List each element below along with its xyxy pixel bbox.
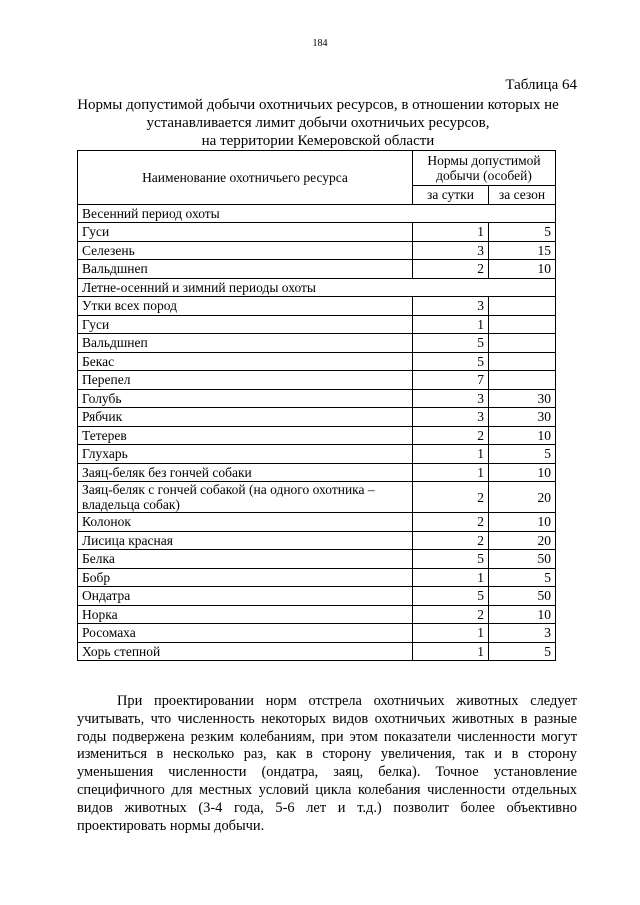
resource-name-cell: Гуси (78, 223, 413, 242)
per-day-cell: 1 (413, 463, 489, 482)
table-row (78, 315, 556, 334)
table-row (78, 463, 556, 482)
table-row (78, 389, 556, 408)
per-season-cell: 10 (489, 463, 556, 482)
resource-name-cell: Рябчик (78, 408, 413, 427)
resource-name-cell: Заяц-беляк с гончей собакой (на одного охотника – владельца собак) (78, 482, 413, 513)
resource-name-cell: Утки всех пород (78, 297, 413, 316)
per-season-cell: 5 (489, 445, 556, 464)
resource-name-cell: Глухарь (78, 445, 413, 464)
resource-name-cell: Белка (78, 550, 413, 569)
body-paragraph: При проектировании норм отстрела охотничьих животных следует учитывать, что численность некоторых видов охотничьих животных в разные годы подвержена резким колебаниям, при этом показатели численности могут измениться в несколько раз, как в сторону увеличения, так и в сторону уменьшения численности (ондатра, заяц, белка). Точное установление специфичного для местных условий цикла колебания численности отдельных видов животных (3-4 года, 5-6 лет и т.д.) позволит более объективно проектировать нормы добычи. (77, 693, 577, 834)
per-day-cell: 1 (413, 445, 489, 464)
resource-name-cell: Бобр (78, 568, 413, 587)
table-row (78, 260, 556, 279)
table-row (78, 371, 556, 390)
resource-name-cell: Вальдшнеп (78, 260, 413, 279)
table-row (78, 334, 556, 353)
resource-name-cell: Вальдшнеп (78, 334, 413, 353)
section-title: Весенний период охоты (78, 204, 556, 223)
header-resource-name: Наименование охотничьего ресурса (78, 151, 413, 205)
per-day-cell: 5 (413, 334, 489, 353)
per-day-cell: 1 (413, 624, 489, 643)
per-season-cell (489, 352, 556, 371)
table-row (78, 241, 556, 260)
per-season-cell: 5 (489, 223, 556, 242)
per-season-cell (489, 315, 556, 334)
per-day-cell: 5 (413, 352, 489, 371)
resource-name-cell: Лисица красная (78, 531, 413, 550)
title-line: на территории Кемеровской области (201, 133, 435, 149)
per-season-cell: 20 (489, 531, 556, 550)
table-title (60, 96, 576, 150)
resource-name-cell: Бекас (78, 352, 413, 371)
title-line: устанавливается лимит добычи охотничьих ресурсов, (146, 115, 490, 131)
per-season-cell: 5 (489, 568, 556, 587)
page-number: 184 (312, 38, 328, 49)
table-row (78, 568, 556, 587)
per-day-cell: 2 (413, 426, 489, 445)
per-day-cell: 3 (413, 408, 489, 427)
table-row (78, 297, 556, 316)
per-day-cell: 7 (413, 371, 489, 390)
per-season-cell (489, 297, 556, 316)
per-day-cell: 5 (413, 587, 489, 606)
table-row (78, 605, 556, 624)
per-season-cell: 10 (489, 426, 556, 445)
table-row (78, 426, 556, 445)
table-row (78, 513, 556, 532)
per-season-cell: 15 (489, 241, 556, 260)
per-day-cell: 2 (413, 482, 489, 513)
header-per-season: за сезон (489, 186, 556, 205)
per-season-cell: 10 (489, 605, 556, 624)
table-body (78, 204, 556, 661)
per-day-cell: 2 (413, 605, 489, 624)
section-row (78, 204, 556, 223)
per-season-cell: 10 (489, 513, 556, 532)
table-row (78, 352, 556, 371)
header-per-day: за сутки (413, 186, 489, 205)
section-title: Летне-осенний и зимний периоды охоты (78, 278, 556, 297)
table-row (78, 642, 556, 661)
per-day-cell: 5 (413, 550, 489, 569)
resource-name-cell: Тетерев (78, 426, 413, 445)
per-season-cell: 3 (489, 624, 556, 643)
per-day-cell: 2 (413, 513, 489, 532)
table-row (78, 408, 556, 427)
per-day-cell: 1 (413, 642, 489, 661)
header-norms: Нормы допустимой добычи (особей) (413, 151, 556, 186)
per-day-cell: 3 (413, 389, 489, 408)
per-day-cell: 1 (413, 568, 489, 587)
per-season-cell: 50 (489, 550, 556, 569)
per-season-cell: 20 (489, 482, 556, 513)
resource-name-cell: Хорь степной (78, 642, 413, 661)
per-day-cell: 3 (413, 241, 489, 260)
table-row (78, 531, 556, 550)
per-day-cell: 1 (413, 223, 489, 242)
per-season-cell (489, 371, 556, 390)
table-row (78, 587, 556, 606)
resource-name-cell: Голубь (78, 389, 413, 408)
table-label: Таблица 64 (505, 77, 577, 93)
table-row (78, 223, 556, 242)
table-row (78, 482, 556, 513)
per-season-cell (489, 334, 556, 353)
resource-name-cell: Норка (78, 605, 413, 624)
section-row (78, 278, 556, 297)
resource-name-cell: Росомаха (78, 624, 413, 643)
per-day-cell: 3 (413, 297, 489, 316)
resource-name-cell: Заяц-беляк без гончей собаки (78, 463, 413, 482)
per-day-cell: 2 (413, 531, 489, 550)
table-row (78, 550, 556, 569)
per-day-cell: 1 (413, 315, 489, 334)
table-row (78, 624, 556, 643)
per-day-cell: 2 (413, 260, 489, 279)
norms-table (77, 150, 556, 661)
per-season-cell: 30 (489, 408, 556, 427)
resource-name-cell: Перепел (78, 371, 413, 390)
per-season-cell: 50 (489, 587, 556, 606)
per-season-cell: 5 (489, 642, 556, 661)
per-season-cell: 10 (489, 260, 556, 279)
title-line: Нормы допустимой добычи охотничьих ресурсов, в отношении которых не (77, 97, 559, 113)
per-season-cell: 30 (489, 389, 556, 408)
resource-name-cell: Гуси (78, 315, 413, 334)
resource-name-cell: Селезень (78, 241, 413, 260)
resource-name-cell: Колонок (78, 513, 413, 532)
resource-name-cell: Ондатра (78, 587, 413, 606)
table-row (78, 445, 556, 464)
